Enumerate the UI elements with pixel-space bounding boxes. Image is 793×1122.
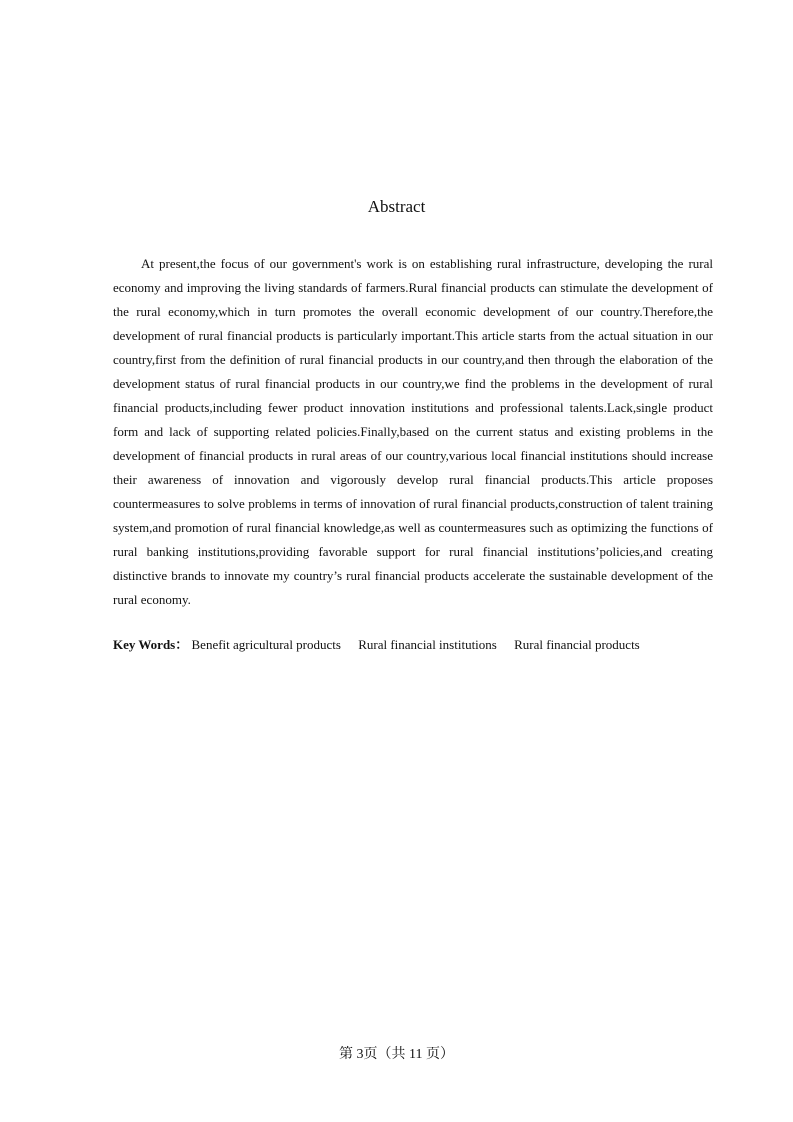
abstract-title: Abstract xyxy=(367,197,426,216)
keyword-item: Benefit agricultural products xyxy=(191,637,341,652)
keywords-line xyxy=(113,636,713,654)
keywords-label: Key Words： xyxy=(113,637,189,652)
abstract-body: At present,the focus of our government's work is on establishing rural infrastructure, developing the rural economy and improving the living standards of farmers.Rural financial products can stimulate the development of the rural economy,which in turn promotes the overall economic development of our country.Therefore,the development of rural financial products is particularly important.This article starts from the actual situation in our country,first from the definition of rural financial products in our country,and then through the elaboration of the development status of rural financial products in our country,we find the problems in the development of rural financial products,including fewer product innovation institutions and professional talents.Lack,single product form and lack of supporting related policies.Finally,based on the current status and existing problems in the development of financial products in rural areas of our country,various local financial institutions should increase their awareness of innovation and vigorously develop rural financial products.This article proposes countermeasures to solve problems in terms of innovation of rural financial products,construction of talent training system,and promotion of rural financial knowledge,as well as countermeasures such as optimizing the functions of rural banking institutions,providing favorable support for rural financial institutions’policies,and creating distinctive brands to innovate my country’s rural financial products accelerate the sustainable development of the rural economy. xyxy=(113,256,713,607)
keyword-item: Rural financial institutions xyxy=(358,637,497,652)
keyword-item: Rural financial products xyxy=(514,637,640,652)
page-number-footer: 第 3页（共 11 页） xyxy=(339,1047,454,1062)
